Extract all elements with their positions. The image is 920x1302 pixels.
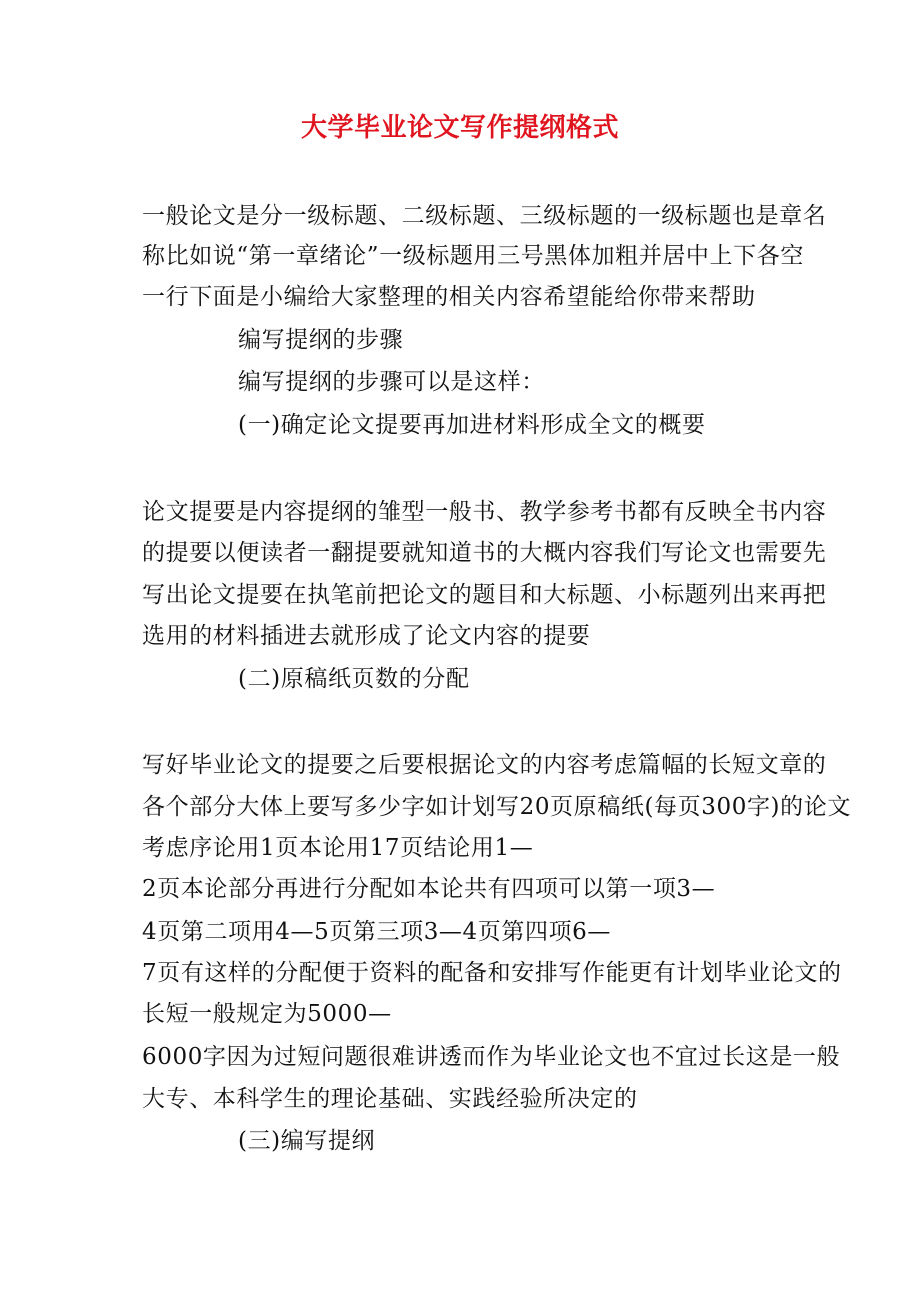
intro-line-2: 称比如说“第一章绪论”一级标题用三号黑体加粗并居中上下各空 [142, 243, 804, 269]
step2-body-line-4: 2页本论部分再进行分配如本论共有四项可以第一项3— [142, 876, 716, 902]
step2-body-line-3: 考虑序论用1页本论用17页结论用1— [142, 835, 534, 861]
step1-body-line-1: 论文提要是内容提纲的雏型一般书、教学参考书都有反映全书内容 [142, 499, 827, 525]
step2-body-line-6: 7页有这样的分配便于资料的配备和安排写作能更有计划毕业论文的 [142, 960, 842, 986]
steps-heading: 编写提纲的步骤 [238, 327, 404, 353]
step2-body-line-2: 各个部分大体上要写多少字如计划写20页原稿纸(每页300字)的论文 [142, 794, 851, 820]
step2-body-line-5: 4页第二项用4—5页第三项3—4页第四项6— [142, 919, 611, 945]
step1-heading: (一)确定论文提要再加进材料形成全文的概要 [238, 412, 706, 438]
step1-body-line-4: 选用的材料插进去就形成了论文内容的提要 [142, 623, 591, 649]
step1-body-line-2: 的提要以便读者一翻提要就知道书的大概内容我们写论文也需要先 [142, 540, 827, 566]
step2-body-line-7: 长短一般规定为5000— [142, 1001, 392, 1027]
step2-body-line-9: 大专、本科学生的理论基础、实践经验所决定的 [142, 1086, 638, 1112]
steps-intro: 编写提纲的步骤可以是这样： [238, 369, 545, 395]
step2-body-line-1: 写好毕业论文的提要之后要根据论文的内容考虑篇幅的长短文章的 [142, 752, 827, 778]
document-title: 大学毕业论文写作提纲格式 [300, 113, 619, 143]
intro-line-1: 一般论文是分一级标题、二级标题、三级标题的一级标题也是章名 [142, 203, 827, 229]
step2-heading: (二)原稿纸页数的分配 [238, 666, 470, 692]
step2-body-line-8: 6000字因为过短问题很难讲透而作为毕业论文也不宜过长这是一般 [142, 1044, 841, 1070]
intro-line-3: 一行下面是小编给大家整理的相关内容希望能给你带来帮助 [142, 284, 756, 310]
step3-heading: (三)编写提纲 [238, 1128, 376, 1154]
step1-body-line-3: 写出论文提要在执笔前把论文的题目和大标题、小标题列出来再把 [142, 582, 827, 608]
